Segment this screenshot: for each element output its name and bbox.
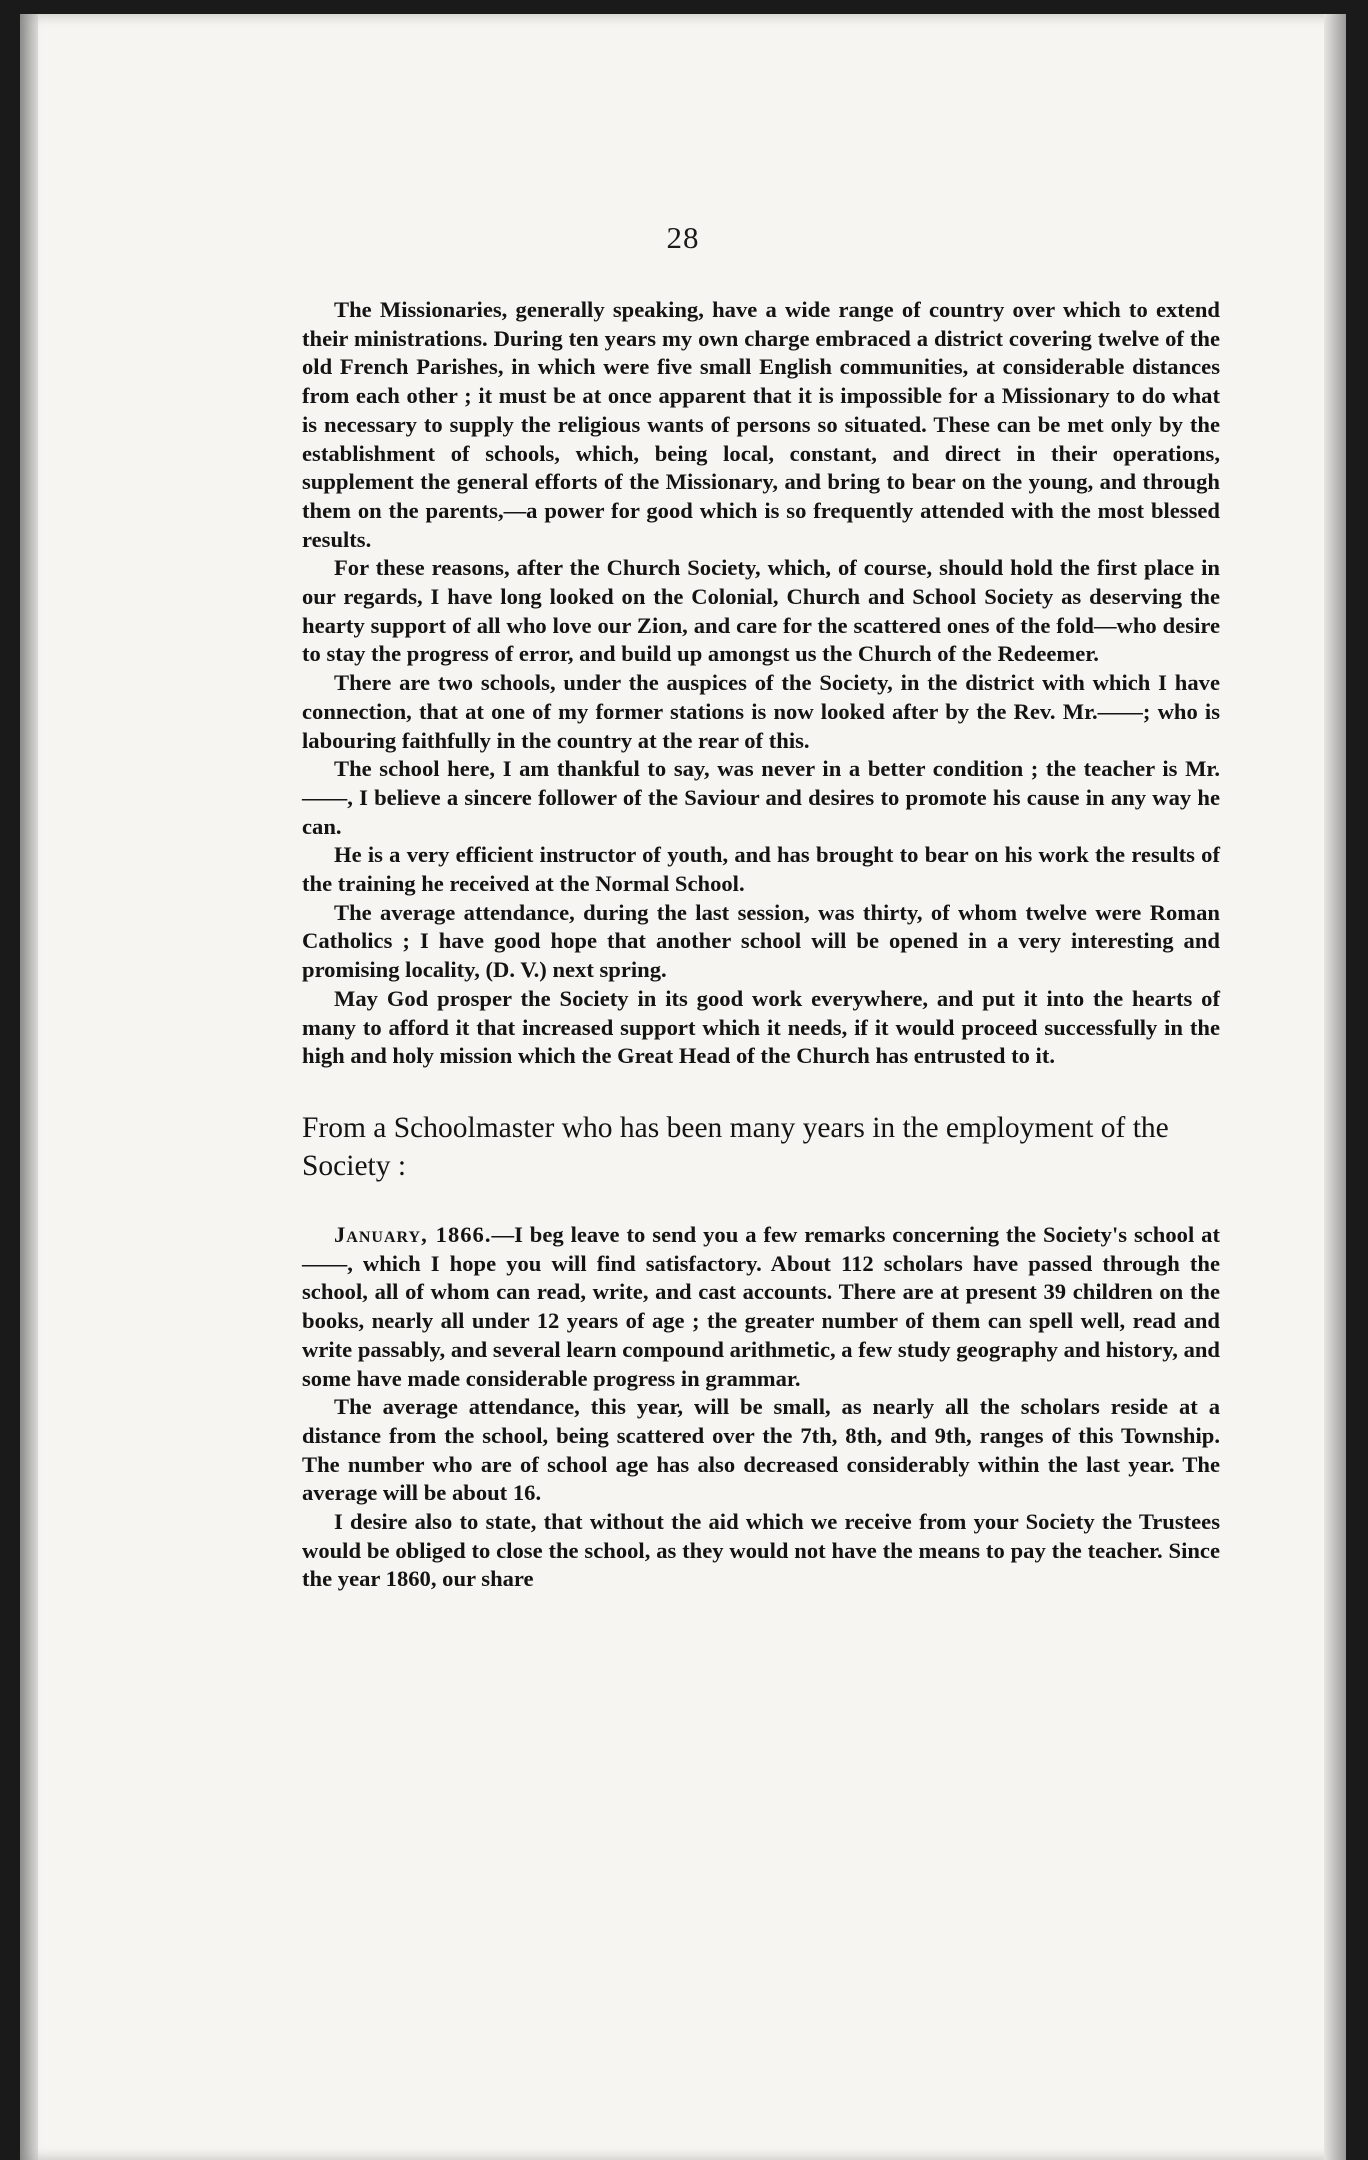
- paragraph-missionaries: The Missionaries, generally speaking, have a wide range of country over which to extend their ministrations. During ten years my own charge embraced a district covering twelve of the old French Parishes, in which were five small English communities, at considerable distances from each other ; it must be at once apparent that it is impossible for a Missionary to do what is necessary to supply the religious wants of persons so situated. These can be met only by the establishment of schools, which, being local, constant, and direct in their operations, supplement the general efforts of the Missionary, and bring to bear on the young, and through them on the parents,—a power for good which is so frequently attended with the most blessed results.: [302, 297, 1220, 552]
- book-page: [20, 14, 1346, 2160]
- paragraph-prosper: May God prosper the Society in its good work everywhere, and put it into the hearts of many to afford it that increased support which it needs, if it would proceed successfully in the high and holy mission which the Great Head of the Church has entrusted to it.: [302, 985, 1220, 1069]
- paragraph-school-here: The school here, I am thankful to say, was never in a better condition ; the teacher is Mr.——, I believe a sincere follower of the Saviour and desires to promote his cause in any way he can.: [302, 756, 1220, 839]
- paragraph-january-text: —I beg leave to send you a few remarks concerning the Society's school at——, which I hope you will find satisfactory. About 112 scholars have passed through the school, all of whom can read, write, and cast accounts. There are at present 39 children on the books, nearly all under 12 years of age ; the greater number of them can spell well, read and write passably, and several learn compound arithmetic, a few study geography and history, and some have made considerable progress in grammar.: [302, 1221, 1220, 1391]
- paragraph-january: [302, 1221, 1220, 1393]
- paragraph-instructor: He is a very efficient instructor of youth, and has brought to bear on his work the results of the training he received at the Normal School.: [302, 842, 1220, 897]
- paragraph-average-attendance: The average attendance, this year, will be small, as nearly all the scholars reside at a distance from the school, being scattered over the 7th, 8th, and 9th, ranges of this Township. The number who are of school age has also decreased considerably within the last year. The average will be about 16.: [302, 1394, 1220, 1506]
- paragraph-two-schools: There are two schools, under the auspices of the Society, in the district with which I have connection, that at one of my former stations is now looked after by the Rev. Mr.——; who is labouring faithfully in the country at the rear of this.: [302, 670, 1220, 753]
- page-number: 28: [666, 220, 700, 255]
- page-edge-shadow: [1324, 14, 1346, 2160]
- section-heading: From a Schoolmaster who has been many years in the employment of the Society :: [302, 1111, 1169, 1182]
- paragraph-reasons: For these reasons, after the Church Society, which, of course, should hold the first place in our regards, I have long looked on the Colonial, Church and School Society as deserving the hearty support of all who love our Zion, and care for the scattered ones of the fold—who desire to stay the progress of error, and build up amongst us the Church of the Redeemer.: [302, 555, 1220, 667]
- paragraph-attendance: The average attendance, during the last session, was thirty, of whom twelve were Roman Catholics ; I have good hope that another school will be opened in a very interesting and promising locality, (D. V.) next spring.: [302, 899, 1220, 983]
- letter-date: January, 1866.: [334, 1221, 492, 1247]
- paragraph-desire: I desire also to state, that without the aid which we receive from your Society the Trustees would be obliged to close the school, as they would not have the means to pay the teacher. Since the year 1860, our share: [302, 1509, 1220, 1592]
- page-gutter-shadow: [20, 14, 38, 2160]
- body-text: [302, 296, 1220, 1594]
